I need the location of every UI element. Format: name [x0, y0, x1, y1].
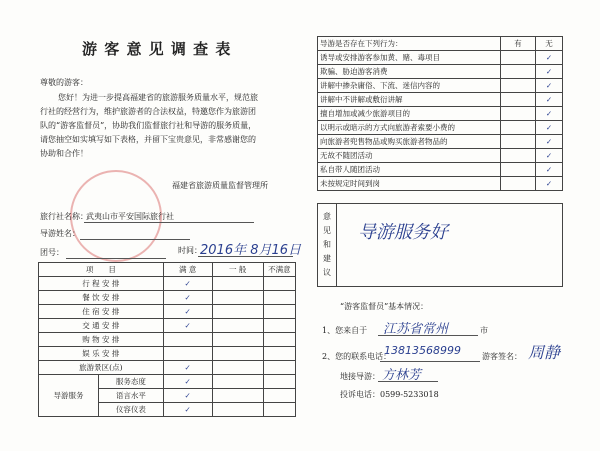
time-value: 2016年 8月16日: [200, 243, 302, 258]
supervisor-title: “游客监督员”基本情况：: [340, 302, 429, 311]
agency-label: 旅行社名称：: [40, 212, 88, 221]
check-mark[interactable]: ✓: [163, 361, 212, 375]
check-mark[interactable]: ✓: [536, 51, 563, 65]
intro-line-5: 协助和合作！: [40, 149, 88, 158]
time-label: 时间：: [178, 246, 202, 255]
local-guide-label: 地接导游：: [340, 372, 380, 381]
check-mark[interactable]: ✓: [163, 375, 212, 389]
intro-line-4: 请您抽空如实填写如下表格，并留下宝贵意见，非常感谢您的: [40, 135, 256, 144]
guide-service-label: 导游服务: [39, 375, 99, 417]
table-row: 私自带人随团活动 ✓: [318, 163, 563, 177]
check-mark[interactable]: ✓: [163, 291, 212, 305]
check-mark[interactable]: ✓: [536, 121, 563, 135]
table-row: 餐 饮 安 排 ✓: [39, 291, 296, 305]
check-mark[interactable]: ✓: [536, 163, 563, 177]
header-unsatisfied: 不满意: [263, 263, 295, 277]
check-mark[interactable]: ✓: [536, 93, 563, 107]
table-row: 仪容仪表 ✓: [39, 403, 296, 417]
hometown-label: 1、您来自于: [322, 326, 368, 335]
check-mark[interactable]: ✓: [163, 389, 212, 403]
behavior-table: [317, 36, 563, 191]
table-row: 导游服务 服务态度 ✓: [39, 375, 296, 389]
phone-value[interactable]: 13813568999: [384, 344, 461, 357]
rating-table: [38, 262, 296, 417]
table-row: 讲解中不讲解或敷衍讲解 ✓: [318, 93, 563, 107]
guide-name-label: 导游姓名：: [40, 229, 80, 238]
table-row: 以明示或暗示的方式向旅游者索要小费的 ✓: [318, 121, 563, 135]
opinion-label-5: 议: [323, 268, 331, 277]
table-row: 无故不随团活动 ✓: [318, 149, 563, 163]
table-row: 娱 乐 安 排: [39, 347, 296, 361]
group-label: 团号：: [40, 248, 64, 257]
header-satisfied: 满 意: [163, 263, 212, 277]
hometown-suffix: 市: [480, 326, 488, 335]
header-average: 一 般: [212, 263, 263, 277]
phone-label: 2、您的联系电话：: [322, 352, 392, 361]
table-row: 旅游景区(点) ✓: [39, 361, 296, 375]
table-row: 交 通 安 排 ✓: [39, 319, 296, 333]
header-item: 项 目: [39, 263, 164, 277]
check-mark[interactable]: ✓: [163, 305, 212, 319]
behavior-header: [318, 37, 563, 51]
opinion-label-4: 建: [323, 254, 331, 263]
table-row: 未按规定时间到岗 ✓: [318, 177, 563, 191]
table-row: 欺骗、胁迫游客消费 ✓: [318, 65, 563, 79]
col-no: 无: [536, 37, 563, 51]
col-yes: 有: [501, 37, 536, 51]
local-guide-value[interactable]: 方林芳: [382, 368, 422, 383]
table-row: 擅自增加或减少旅游项目的 ✓: [318, 107, 563, 121]
opinion-box: [317, 203, 563, 287]
check-mark[interactable]: ✓: [536, 135, 563, 149]
intro-line-3: 队的“游客监督员”，协助我们监督旅行社和导游的服务质量，: [40, 121, 257, 130]
sign-label: 游客签名：: [482, 352, 522, 361]
check-mark[interactable]: ✓: [163, 319, 212, 333]
check-mark[interactable]: ✓: [536, 79, 563, 93]
table-row: 行 程 安 排 ✓: [39, 277, 296, 291]
complaint-label: 投诉电话：: [340, 390, 380, 399]
greeting: 尊敬的游客：: [40, 78, 88, 87]
table-row: 诱导或安排游客参加黄、赌、毒项目 ✓: [318, 51, 563, 65]
intro-line-2: 行社的经营行为，维护旅游者的合法权益，特邀您作为旅游团: [40, 107, 256, 116]
behavior-question: 导游是否存在下列行为：: [318, 37, 501, 51]
sign-value[interactable]: 周静: [528, 343, 561, 362]
form-title: 游 客 意 见 调 查 表: [82, 40, 232, 58]
opinion-label-1: 意: [323, 212, 331, 221]
opinion-text[interactable]: 导游服务好: [358, 222, 448, 243]
table-row: 讲解中掺杂庸俗、下流、迷信内容的 ✓: [318, 79, 563, 93]
rating-table-header: [39, 263, 296, 277]
table-row: 向旅游者兜售物品或购买旅游者物品的 ✓: [318, 135, 563, 149]
check-mark[interactable]: ✓: [536, 65, 563, 79]
check-mark[interactable]: ✓: [163, 277, 212, 291]
intro-line-1: 您好！为进一步提高福建省的旅游服务质量水平，规范旅: [58, 93, 258, 102]
check-mark[interactable]: ✓: [536, 177, 563, 191]
check-mark[interactable]: [163, 333, 212, 347]
table-row: 购 物 安 排: [39, 333, 296, 347]
check-mark[interactable]: [163, 347, 212, 361]
hometown-value[interactable]: 江苏省常州: [383, 322, 449, 337]
table-row: 住 宿 安 排 ✓: [39, 305, 296, 319]
complaint-value: 0599-5233018: [380, 390, 439, 399]
opinion-label-3: 和: [323, 240, 331, 249]
check-mark[interactable]: ✓: [536, 107, 563, 121]
table-row: 语言水平 ✓: [39, 389, 296, 403]
check-mark[interactable]: ✓: [536, 149, 563, 163]
issuer: 福建省旅游质量监督管理所: [172, 181, 268, 190]
agency-value: 武夷山市平安国际旅行社: [86, 212, 174, 221]
opinion-label-2: 见: [323, 226, 331, 235]
check-mark[interactable]: ✓: [163, 403, 212, 417]
